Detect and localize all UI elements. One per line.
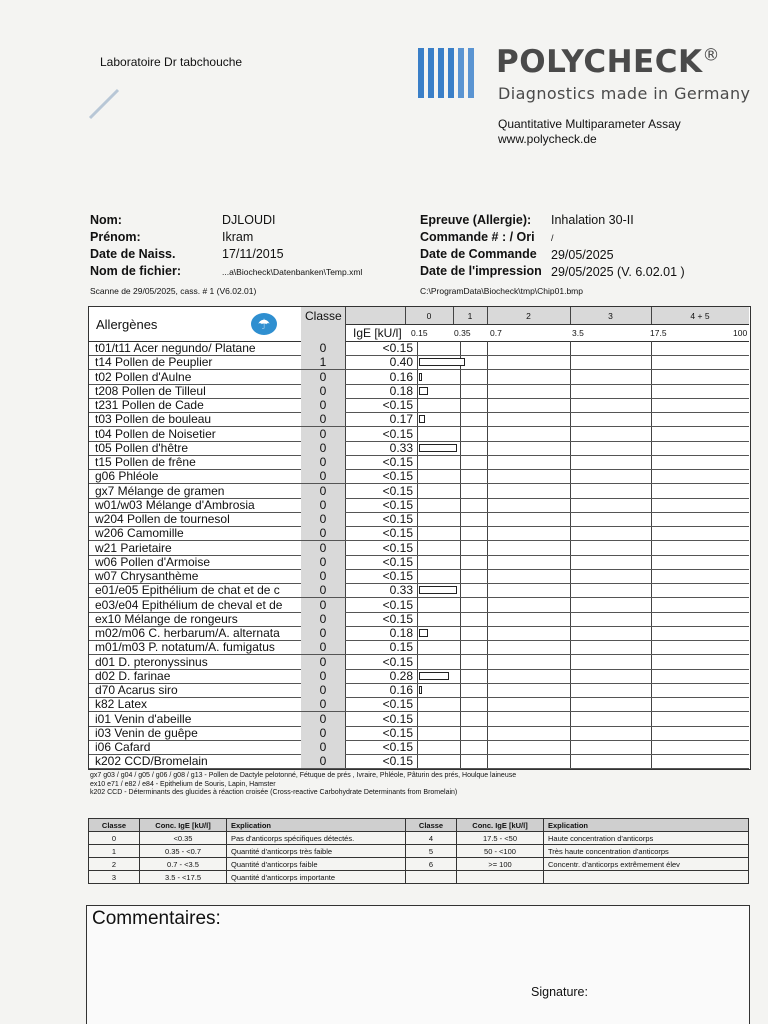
allergen-row [89, 569, 749, 584]
allergen-ige-value: <0.15 [382, 654, 413, 669]
allergen-ige-value: <0.15 [382, 569, 413, 583]
allergen-ige-value: 0.15 [389, 640, 413, 655]
allergen-row [89, 555, 749, 570]
allergen-row [89, 598, 749, 613]
signature-label: Signature: [531, 985, 588, 999]
date-imp-value: 29/05/2025 (V. 6.02.01 ) [551, 265, 685, 279]
prenom-label: Prénom: [90, 230, 141, 244]
allergen-ige-value: <0.15 [382, 512, 413, 526]
allergen-ige-value: 0.33 [389, 583, 413, 598]
allergen-row [89, 541, 749, 556]
epreuve-label: Epreuve (Allergie): [420, 213, 532, 227]
allergen-ige-value: <0.15 [382, 597, 413, 612]
nom-value: DJLOUDI [222, 213, 276, 227]
allergen-ige-value: <0.15 [382, 469, 413, 484]
allergen-class: 0 [301, 583, 345, 597]
tick-015: 0.15 [411, 328, 428, 338]
allergen-ige-value: 0.16 [389, 683, 413, 697]
footnotes [90, 772, 516, 798]
allergen-name: m01/m03 P. notatum/A. fumigatus [95, 640, 275, 655]
allergen-row [89, 583, 749, 598]
pen-mark-icon [86, 86, 122, 122]
assay-name: Quantitative Multiparameter Assay [498, 117, 681, 131]
allergen-name: m02/m06 C. herbarum/A. alternata [95, 626, 280, 640]
allergen-name: w206 Camomille [95, 526, 184, 541]
ige-header: IgE [kU/l] [353, 326, 402, 340]
date-cmd-value: 29/05/2025 [551, 248, 614, 262]
allergen-name: t01/t11 Acer negundo/ Platane [95, 341, 256, 355]
allergen-ige-value: 0.18 [389, 626, 413, 640]
allergen-class: 0 [301, 455, 345, 469]
legend-header-row [89, 819, 749, 832]
legend-h-exp-2: Explication [544, 819, 749, 832]
allergen-class: 0 [301, 626, 345, 640]
allergen-name: g06 Phléole [95, 469, 159, 484]
allergen-class: 0 [301, 655, 345, 669]
epreuve-value: Inhalation 30-II [551, 213, 634, 227]
allergen-row [89, 469, 749, 484]
allergen-row [89, 726, 749, 741]
allergen-class: 0 [301, 555, 345, 569]
class-header-45: 4 + 5 [690, 311, 710, 321]
allergen-ige-value: <0.15 [382, 426, 413, 441]
tick-35: 3.5 [572, 328, 584, 338]
nom-label: Nom: [90, 213, 122, 227]
allergen-row [89, 612, 749, 627]
fichier-value: ...a\Biocheck\Datenbanken\Temp.xml [222, 267, 363, 277]
allergen-row [89, 626, 749, 641]
allergen-name: t14 Pollen de Peuplier [95, 355, 213, 370]
allergen-row [89, 512, 749, 527]
allergen-class: 0 [301, 512, 345, 526]
allergen-ige-value: <0.15 [382, 341, 413, 355]
allergens-header [89, 307, 302, 342]
allergen-class: 0 [301, 683, 345, 697]
allergen-ige-value: <0.15 [382, 540, 413, 555]
allergen-ige-value: 0.18 [389, 383, 413, 398]
tick-175: 17.5 [650, 328, 667, 338]
prenom-value: Ikram [222, 230, 254, 244]
classe-header: Classe [305, 309, 342, 323]
legend-h-exp: Explication [227, 819, 406, 832]
brand-tagline: Diagnostics made in Germany [498, 84, 751, 103]
allergen-name: w204 Pollen de tournesol [95, 512, 230, 526]
patient-labels [90, 212, 181, 280]
allergen-row [89, 655, 749, 670]
allergen-ige-value: 0.16 [389, 369, 413, 384]
allergen-name: gx7 Mélange de gramen [95, 483, 225, 498]
legend-row: 1 0.35 - <0.7 Quantité d'anticorps très faible 5 50 - <100 Très haute concentration d'anticorps [89, 845, 749, 858]
class-legend-table [88, 818, 749, 884]
allergen-class: 0 [301, 526, 345, 540]
allergen-name: i03 Venin de guêpe [95, 725, 198, 740]
date-imp-label: Date de l'impression [420, 264, 542, 278]
scale-ticks [411, 324, 749, 342]
legend-h-conc-2: Conc. IgE [kU/l] [457, 819, 544, 832]
legend-row: 3 3.5 - <17.5 Quantité d'anticorps importante [89, 871, 749, 884]
allergen-row [89, 412, 749, 427]
allergen-class: 0 [301, 640, 345, 654]
allergen-ige-value: 0.33 [389, 440, 413, 455]
test-labels [420, 212, 542, 280]
allergen-name: w21 Parietaire [95, 540, 172, 555]
allergen-row [89, 754, 749, 769]
class-header-3: 3 [608, 311, 613, 321]
allergen-class: 0 [301, 612, 345, 626]
naiss-label: Date de Naiss. [90, 247, 176, 261]
allergen-name: d01 D. pteronyssinus [95, 654, 208, 669]
ige-bar [419, 387, 428, 395]
scan-info: Scanne de 29/05/2025, cass. # 1 (V6.02.01) [90, 286, 257, 296]
footnote-gx7: gx7 g03 / g04 / g05 / g06 / g08 / g13 - Pollen de Dactyle pelotonné, Fétuque de prés , Ivraire, Phléole, Pâturin des prés, Houlque laineuse [90, 772, 517, 779]
date-cmd-label: Date de Commande [420, 247, 537, 261]
allergen-name: e03/e04 Epithélium de cheval et de [95, 597, 283, 612]
allergen-row [89, 669, 749, 684]
ige-bar [419, 373, 422, 381]
tick-100: 100 [733, 328, 748, 338]
allergen-name: w07 Chrysanthème [95, 569, 199, 583]
allergen-row [89, 697, 749, 712]
allergen-row [89, 341, 749, 356]
allergen-name: t03 Pollen de bouleau [95, 412, 212, 427]
allergen-name: t15 Pollen de frêne [95, 455, 196, 469]
allergen-class: 0 [301, 697, 345, 711]
allergen-class: 0 [301, 441, 345, 455]
allergen-class: 0 [301, 384, 345, 398]
allergen-ige-value: <0.15 [382, 398, 413, 412]
allergen-name: e01/e05 Epithélium de chat et de c [95, 583, 280, 598]
allergen-class: 0 [301, 341, 345, 355]
allergen-ige-value: <0.15 [382, 554, 413, 569]
allergen-name: i06 Cafard [95, 740, 151, 754]
allergen-class: 0 [301, 370, 345, 384]
ige-bar [419, 629, 428, 637]
naiss-value: 17/11/2015 [222, 247, 284, 261]
allergen-class: 0 [301, 754, 345, 768]
allergen-name: t05 Pollen d'hêtre [95, 440, 189, 455]
allergen-ige-value: <0.15 [382, 740, 413, 754]
allergen-ige-value: <0.15 [382, 526, 413, 541]
allergen-ige-value: <0.15 [382, 725, 413, 740]
fichier-label: Nom de fichier: [90, 264, 181, 278]
ige-bar [419, 686, 422, 694]
website: www.polycheck.de [498, 132, 597, 146]
allergen-class: 0 [301, 498, 345, 512]
allergen-ige-value: <0.15 [382, 483, 413, 498]
allergen-ige-value: <0.15 [382, 697, 413, 712]
allergen-class: 0 [301, 427, 345, 441]
allergen-row [89, 384, 749, 399]
lab-name: Laboratoire Dr tabchouche [100, 55, 243, 69]
tick-035: 0.35 [454, 328, 471, 338]
allergen-name: k82 Latex [95, 697, 148, 712]
allergen-row [89, 498, 749, 513]
allergen-name: t02 Pollen d'Aulne [95, 369, 192, 384]
ige-bar [419, 415, 425, 423]
tick-07: 0.7 [490, 328, 502, 338]
allergen-name: i01 Venin d'abeille [95, 711, 192, 726]
patient-values [222, 212, 362, 281]
allergen-class: 0 [301, 541, 345, 555]
test-values [551, 212, 685, 281]
allergen-ige-value: 0.17 [389, 412, 413, 427]
allergen-class: 0 [301, 669, 345, 683]
allergen-class: 0 [301, 412, 345, 426]
allergen-row [89, 355, 749, 370]
allergen-name: d70 Acarus siro [95, 683, 178, 697]
allergen-row [89, 526, 749, 541]
legend-h-conc: Conc. IgE [kU/l] [140, 819, 227, 832]
comments-title: Commentaires: [92, 908, 221, 929]
image-path: C:\ProgramData\Biocheck\tmp\Chip01.bmp [420, 286, 583, 296]
allergen-row [89, 455, 749, 470]
ige-bar [419, 358, 465, 366]
inhalation-icon: ☂ [251, 313, 277, 335]
class-header-1: 1 [467, 311, 473, 321]
allergen-row [89, 398, 749, 413]
allergen-ige-value: 0.40 [389, 355, 413, 370]
legend-h-classe-2: Classe [406, 819, 457, 832]
class-header-0: 0 [426, 311, 432, 321]
allergen-class: 1 [301, 355, 345, 369]
allergen-ige-value: <0.15 [382, 754, 413, 769]
allergen-ige-value: <0.15 [382, 711, 413, 726]
allergen-name: k202 CCD/Bromelain [95, 754, 208, 769]
footnote-ex10: ex10 e71 / e82 / e84 - Epithelium de Souris, Lapin, Hamster [90, 780, 276, 788]
allergen-row [89, 740, 749, 755]
allergen-row [89, 712, 749, 727]
commande-label: Commande # : / Ori [420, 230, 535, 244]
ige-bar [419, 444, 457, 452]
allergen-class: 0 [301, 712, 345, 726]
ige-bar [419, 586, 457, 594]
ige-bar [419, 672, 449, 680]
allergen-ige-value: 0.28 [389, 668, 413, 683]
allergen-name: w06 Pollen d'Armoise [95, 554, 211, 569]
comments-box[interactable] [86, 905, 750, 1024]
brand-name: POLYCHECK [496, 44, 703, 80]
allergen-class: 0 [301, 484, 345, 498]
allergen-name: ex10 Mélange de rongeurs [95, 611, 238, 626]
polycheck-logo-icon [418, 48, 490, 98]
allergen-class: 0 [301, 569, 345, 583]
allergen-row [89, 427, 749, 442]
allergen-ige-value: <0.15 [382, 455, 413, 469]
allergens-header-label: Allergènes [96, 317, 158, 332]
footnote-k202: k202 CCD - Déterminants des glucides à réaction croisée (Cross-reactive Carbohydrate Determinants from Bromelain) [90, 789, 458, 797]
allergen-row [89, 484, 749, 499]
allergen-class: 0 [301, 398, 345, 412]
allergen-class: 0 [301, 598, 345, 612]
allergen-name: t04 Pollen de Noisetier [95, 426, 216, 441]
allergen-row [89, 683, 749, 698]
allergen-row [89, 370, 749, 385]
results-table [88, 306, 751, 770]
legend-row: 2 0.7 - <3.5 Quantité d'anticorps faible 6 >= 100 Concentr. d'anticorps extrêmement élev [89, 858, 749, 871]
allergen-row [89, 640, 749, 655]
allergen-name: w01/w03 Mélange d'Ambrosia [95, 497, 255, 512]
allergen-class: 0 [301, 726, 345, 740]
legend-row: 0 <0.35 Pas d'anticorps spécifiques détectés. 4 17.5 - <50 Haute concentration d'anticorps [89, 832, 749, 845]
legend-h-classe: Classe [89, 819, 140, 832]
commande-value: / [551, 233, 554, 243]
class-header-2: 2 [526, 311, 531, 321]
registered-mark: ® [702, 45, 720, 66]
allergen-name: d02 D. farinae [95, 668, 171, 683]
allergen-ige-value: <0.15 [382, 497, 413, 512]
allergen-name: t208 Pollen de Tilleul [95, 383, 206, 398]
allergen-ige-value: <0.15 [382, 611, 413, 626]
allergen-class: 0 [301, 740, 345, 754]
allergen-row [89, 441, 749, 456]
allergen-class: 0 [301, 469, 345, 483]
allergen-name: t231 Pollen de Cade [95, 398, 204, 412]
